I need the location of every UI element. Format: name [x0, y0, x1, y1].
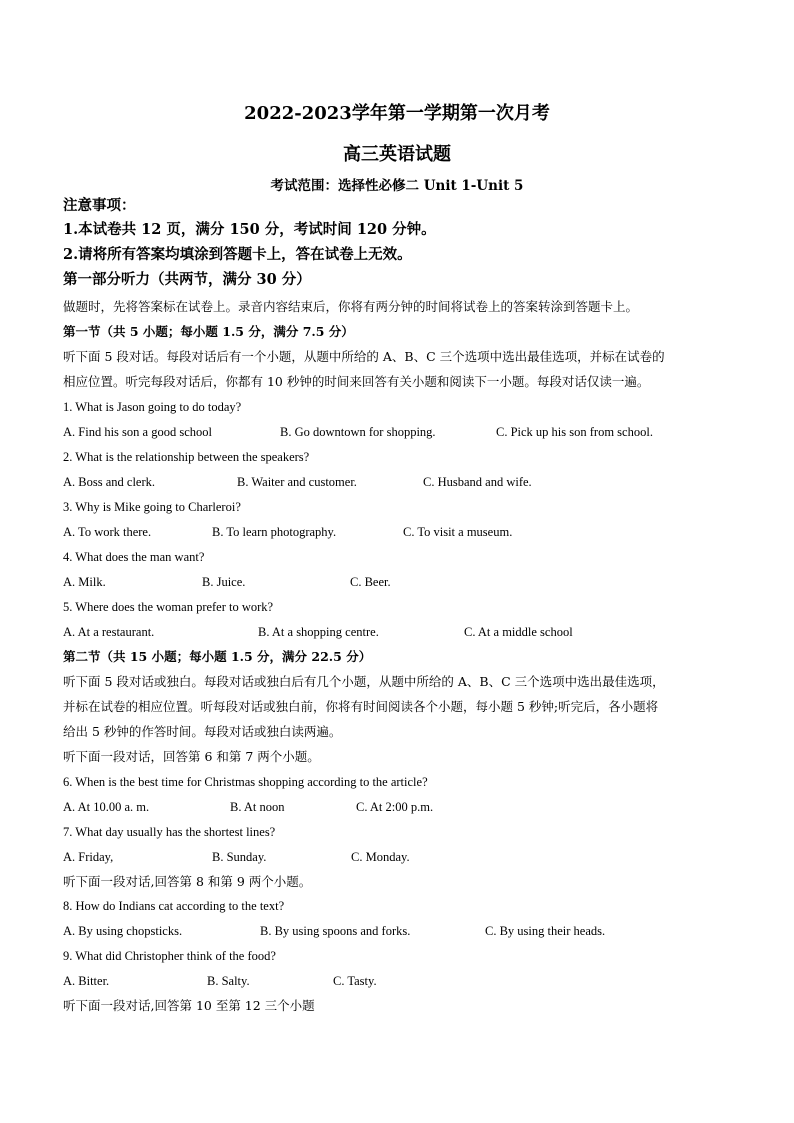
q5-option-b: B. At a shopping centre. — [258, 625, 379, 639]
q9-option-c: C. Tasty. — [333, 974, 377, 988]
q3-option-a: A. To work there. — [63, 525, 152, 539]
section2-instruction-line2: 并标在试卷的相应位置。听每段对话或独白前，你将有时间阅读各个小题，每小题 5 秒钟;听完后，各小题将 — [63, 699, 659, 714]
question-2: 2. What is the relationship between the speakers? — [63, 450, 310, 464]
notes-item-2: 2.请将所有答案均填涂到答题卡上，答在试卷上无效。 — [63, 246, 412, 263]
q2-option-a: A. Boss and clerk. — [63, 475, 155, 489]
exam-subtitle: 高三英语试题 — [343, 144, 451, 165]
q1-option-a: A. Find his son a good school — [63, 425, 212, 439]
section2-heading: 第二节（共 15 小题；每小题 1.5 分，满分 22.5 分） — [63, 649, 372, 664]
q2-option-c: C. Husband and wife. — [423, 475, 532, 489]
q2-option-b: B. Waiter and customer. — [237, 475, 357, 489]
group-1-instruction: 听下面一段对话，回答第 6 和第 7 两个小题。 — [63, 749, 320, 764]
q7-option-b: B. Sunday. — [212, 850, 267, 864]
section1-instruction-line2: 相应位置。听完每段对话后，你都有 10 秒钟的时间来回答有关小题和阅读下一小题。每段对话仅读一遍。 — [63, 374, 650, 389]
q5-option-a: A. At a restaurant. — [63, 625, 155, 639]
section1-instruction-line1: 听下面 5 段对话。每段对话后有一个小题，从题中所给的 A、B、C 三个选项中选出最佳选项，并标在试卷的 — [63, 349, 665, 364]
q1-option-b: B. Go downtown for shopping. — [280, 425, 436, 439]
part1-instruction: 做题时，先将答案标在试卷上。录音内容结束后，你将有两分钟的时间将试卷上的答案转涂到答题卡上。 — [63, 299, 639, 314]
q7-option-a: A. Friday, — [63, 850, 114, 864]
q6-option-b: B. At noon — [230, 800, 285, 814]
question-5: 5. Where does the woman prefer to work? — [63, 600, 274, 614]
group-3-instruction: 听下面一段对话,回答第 10 至第 12 三个小题 — [63, 998, 315, 1013]
group-2-instruction: 听下面一段对话,回答第 8 和第 9 两个小题。 — [63, 874, 312, 889]
q6-option-a: A. At 10.00 a. m. — [63, 800, 150, 814]
section2-instruction-line1: 听下面 5 段对话或独白。每段对话或独白后有几个小题，从题中所给的 A、B、C 三个选项中选出最佳选项， — [63, 674, 665, 689]
question-3: 3. Why is Mike going to Charleroi? — [63, 500, 241, 514]
question-9: 9. What did Christopher think of the food? — [63, 949, 276, 963]
q3-option-b: B. To learn photography. — [212, 525, 337, 539]
question-6: 6. When is the best time for Christmas shopping according to the article? — [63, 775, 428, 789]
section2-instruction-line3: 给出 5 秒钟的作答时间。每段对话或独白读两遍。 — [63, 724, 342, 739]
section1-heading: 第一节（共 5 小题；每小题 1.5 分，满分 7.5 分） — [63, 324, 354, 339]
q7-option-c: C. Monday. — [351, 850, 410, 864]
question-1: 1. What is Jason going to do today? — [63, 400, 242, 414]
q8-option-b: B. By using spoons and forks. — [260, 924, 411, 938]
part1-heading: 第一部分听力（共两节，满分 30 分） — [63, 271, 311, 288]
exam-title: 2022-2023学年第一学期第一次月考 — [244, 103, 550, 124]
q5-option-c: C. At a middle school — [464, 625, 573, 639]
q6-option-c: C. At 2:00 p.m. — [356, 800, 434, 814]
q4-option-b: B. Juice. — [202, 575, 246, 589]
question-7: 7. What day usually has the shortest lines? — [63, 825, 276, 839]
exam-range: 考试范围：选择性必修二 Unit 1-Unit 5 — [270, 178, 524, 194]
notes-heading: 注意事项： — [63, 197, 136, 214]
question-4: 4. What does the man want? — [63, 550, 205, 564]
q1-option-c: C. Pick up his son from school. — [496, 425, 653, 439]
q3-option-c: C. To visit a museum. — [403, 525, 513, 539]
notes-item-1: 1.本试卷共 12 页，满分 150 分，考试时间 120 分钟。 — [63, 221, 436, 238]
q4-option-c: C. Beer. — [350, 575, 391, 589]
question-8: 8. How do Indians cat according to the text? — [63, 899, 285, 913]
q9-option-b: B. Salty. — [207, 974, 250, 988]
q8-option-c: C. By using their heads. — [485, 924, 606, 938]
q4-option-a: A. Milk. — [63, 575, 106, 589]
q9-option-a: A. Bitter. — [63, 974, 110, 988]
q8-option-a: A. By using chopsticks. — [63, 924, 183, 938]
